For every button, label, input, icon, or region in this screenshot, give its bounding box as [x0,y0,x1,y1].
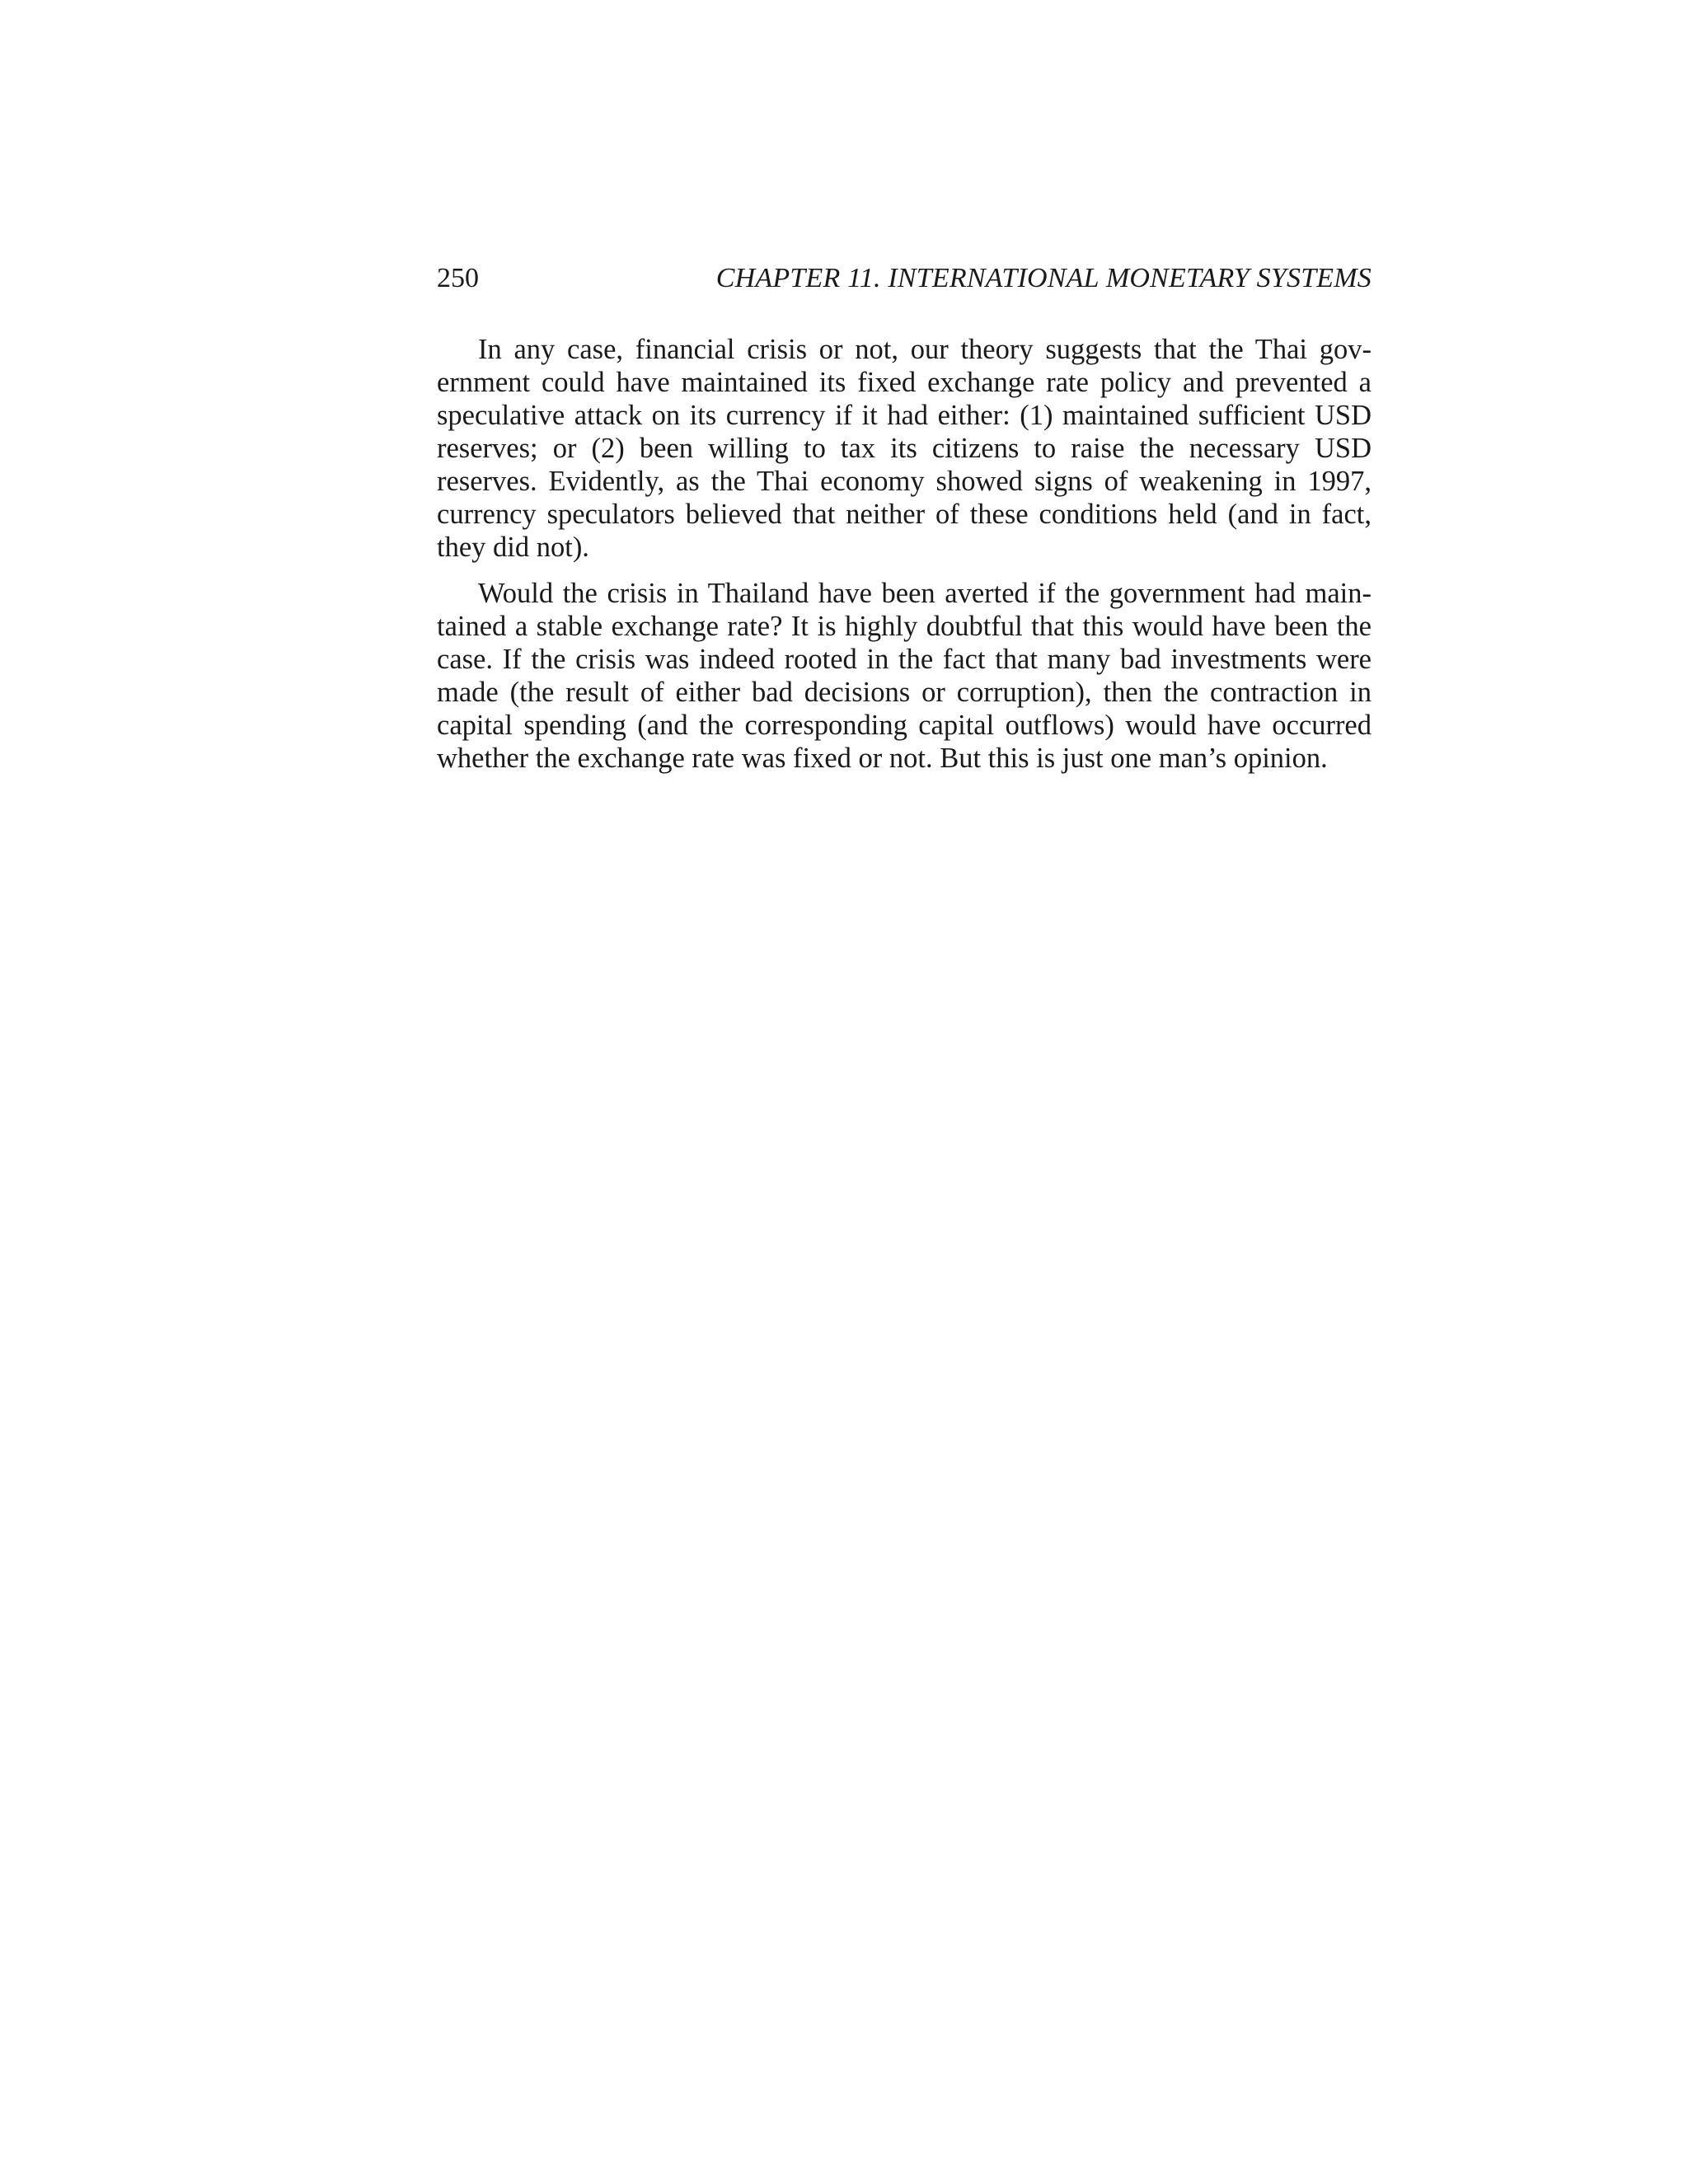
page-header [437,260,1372,297]
paragraph: Would the crisis in Thailand have been averted if the government had maintained a stable exchange rate? It is highly doubtful that this would have been the case. If the crisis was indeed rooted in the fact that many bad investments were made (the result of either bad decisions or corruption), then the contraction in capital spending (and the corresponding capital outflows) would have occurred whether the exchange rate was fixed or not. But this is just one man’s opinion. [437,578,1372,774]
running-head: CHAPTER 11. INTERNATIONAL MONETARY SYSTEMS [715,263,1372,293]
body-text [437,333,1372,788]
page-number: 250 [437,263,479,293]
paragraph: In any case, financial crisis or not, our theory suggests that the Thai government could have maintained its fixed exchange rate policy and prevented a speculative attack on its currency if it had either: (1) maintained sufficient USD reserves; or (2) been willing to tax its citizens to raise the necessary USD reserves. Evidently, as the Thai economy showed signs of weakening in 1997, currency speculators believed that neither of these conditions held (and in fact, they did not). [437,334,1372,563]
